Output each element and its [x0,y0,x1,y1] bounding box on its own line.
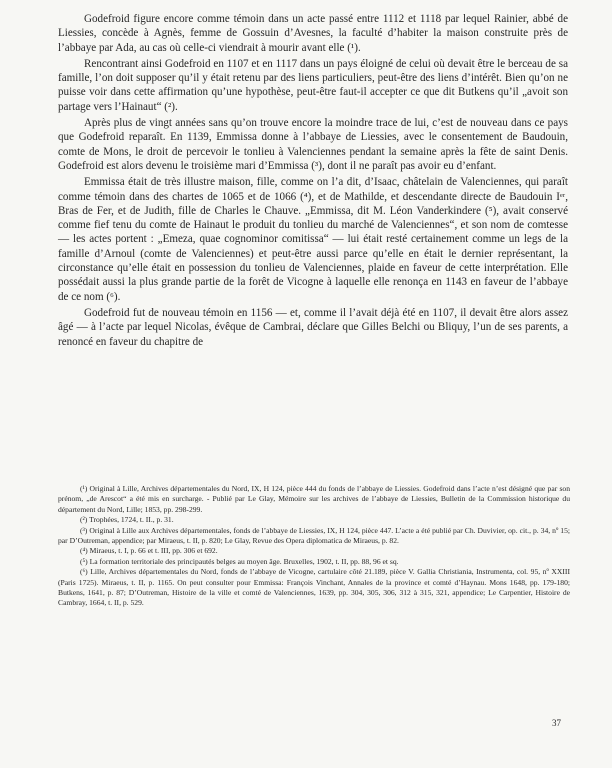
footnote: (²) Trophées, 1724, t. II., p. 31. [80,515,174,525]
body-paragraph: Godefroid figure encore comme témoin dans un acte passé entre 1112 et 1118 par lequel Rainier, abbé de Liessies, concède à Agnès, femme de Gossuin d’Avesnes, la faculté d’habiter la maison construite près de l’abbaye par Ada, au cas où celle-ci viendrait à mourir avant elle (¹). [58,13,568,54]
body-paragraph: Rencontrant ainsi Godefroid en 1107 et en 1117 dans un pays éloigné de celui où devait être le berceau de sa famille, l’on doit supposer qu’il y était retenu par des liens particuliers, peut-être des liens d’intérêt. Bien qu’on ne puisse voir dans cette affirmation qu’une hypothèse, peut-être faut-il accepter ce que dit Butkens qu’il „avoit son partage vers l’Hainaut“ (²). [58,57,568,113]
main-text [58,12,568,351]
footnote: (⁴) Miraeus, t. I, p. 66 et t. III, pp. 306 et 692. [80,546,218,556]
footnote: (⁵) La formation territoriale des principautés belges au moyen âge. Bruxelles, 1902, t. II, pp. 88, 96 et sq. [80,556,399,566]
body-paragraph: Après plus de vingt années sans qu’on trouve encore la moindre trace de lui, c’est de nouveau dans ce pays que Godefroid reparaît. En 1139, Emmissa donne à l’abbaye de Liessies, avec le consentement de Baudouin, comte de Mons, le droit de percevoir le tonlieu à Valenciennes pendant la semaine après la fête de saint Denis. Godefroid est alors devenu le troisième mari d’Emmissa (³), dont il ne paraît pas avoir eu d’enfant. [58,117,568,172]
footnotes [58,484,570,609]
footnote: (³) Original à Lille aux Archives départementales, fonds de l’abbaye de Liessies, IX, H 124, pièce 447. L’acte a été publié par Ch. Duvivier, op. cit., p. 34, nº 15; par D’Outreman, appendice; par Miraeus, t. II, p. 820; Le Glay, Revue des Opera diplomatica de Miraeus, p. 82. [58,525,570,546]
footnote: (¹) Original à Lille, Archives départementales du Nord, IX, H 124, pièce 444 du fonds de l’abbaye de Liessies. Godefroid dans l’acte n’est désigné que par son prénom, „de Arescot“ a été mis en surcharge. - Publié par Le Glay, Mémoire sur les archives de l’abbaye de Liessies, Bulletin de la Commission historique du département du Nord, Lille; 1853, pp. 298-299. [58,484,570,514]
body-paragraph: Emmissa était de très illustre maison, fille, comme on l’a dit, d’Isaac, châtelain de Valenciennes, qui paraît comme témoin dans des chartes de 1065 et de 1066 (⁴), et de Mathilde, et descendante directe de Baudouin Iᵉʳ, Bras de Fer, et de Judith, fille de Charles le Chauve. „Emmissa, dit M. Léon Vanderkindere (⁵), avait conservé comme fief tenu du comte de Hainaut le produit du tonlieu du marché de Valenciennes“, et son nom de comtesse — les actes portent : „Emeza, quae cognominor comitissa“ — lui était resté certainement comme un legs de la famille d’Arnoul (comte de Valenciennes) et peut-être aussi parce qu’elle en était le dernier représentant, la circonstance qu’elle était en possession du tonlieu de Valenciennes, plaide en faveur de cette interprétation. Elle possédait aussi la plus grande partie de la forêt de Vicogne à laquelle elle renonça en 1143 en faveur de l’abbaye de ce nom (⁶). [58,176,568,303]
body-paragraph: Godefroid fut de nouveau témoin en 1156 — et, comme il l’avait déjà été en 1107, il devait être alors assez âgé — à l’acte par lequel Nicolas, évêque de Cambrai, déclare que Gilles Belchi ou Bliquy, l’un de ses parents, a renoncé en faveur du chapitre de [58,306,568,348]
footnote: (⁶) Lille, Archives départementales du Nord, fonds de l’abbaye de Vicogne, cartulaire côté 21.189, pièce V. Gallia Christiania, Instrumenta, col. 95, nº XXIII (Paris 1725). Miraeus, t. II, p. 1165. On peut consulter pour Emmissa: François Vinchant, Annales de la province et comté d’Haynau. Mons 1648, pp. 179-180; Butkens, 1641, p. 87; D’Outreman, Histoire de la ville et comté de Valenciennes, 1639, pp. 304, 305, 306, 312 à 315, 321, appendice; Le Carpentier, Histoire de Cambray, 1664, t. II, p. 529. [58,567,570,608]
page-number: 37 [552,718,561,728]
